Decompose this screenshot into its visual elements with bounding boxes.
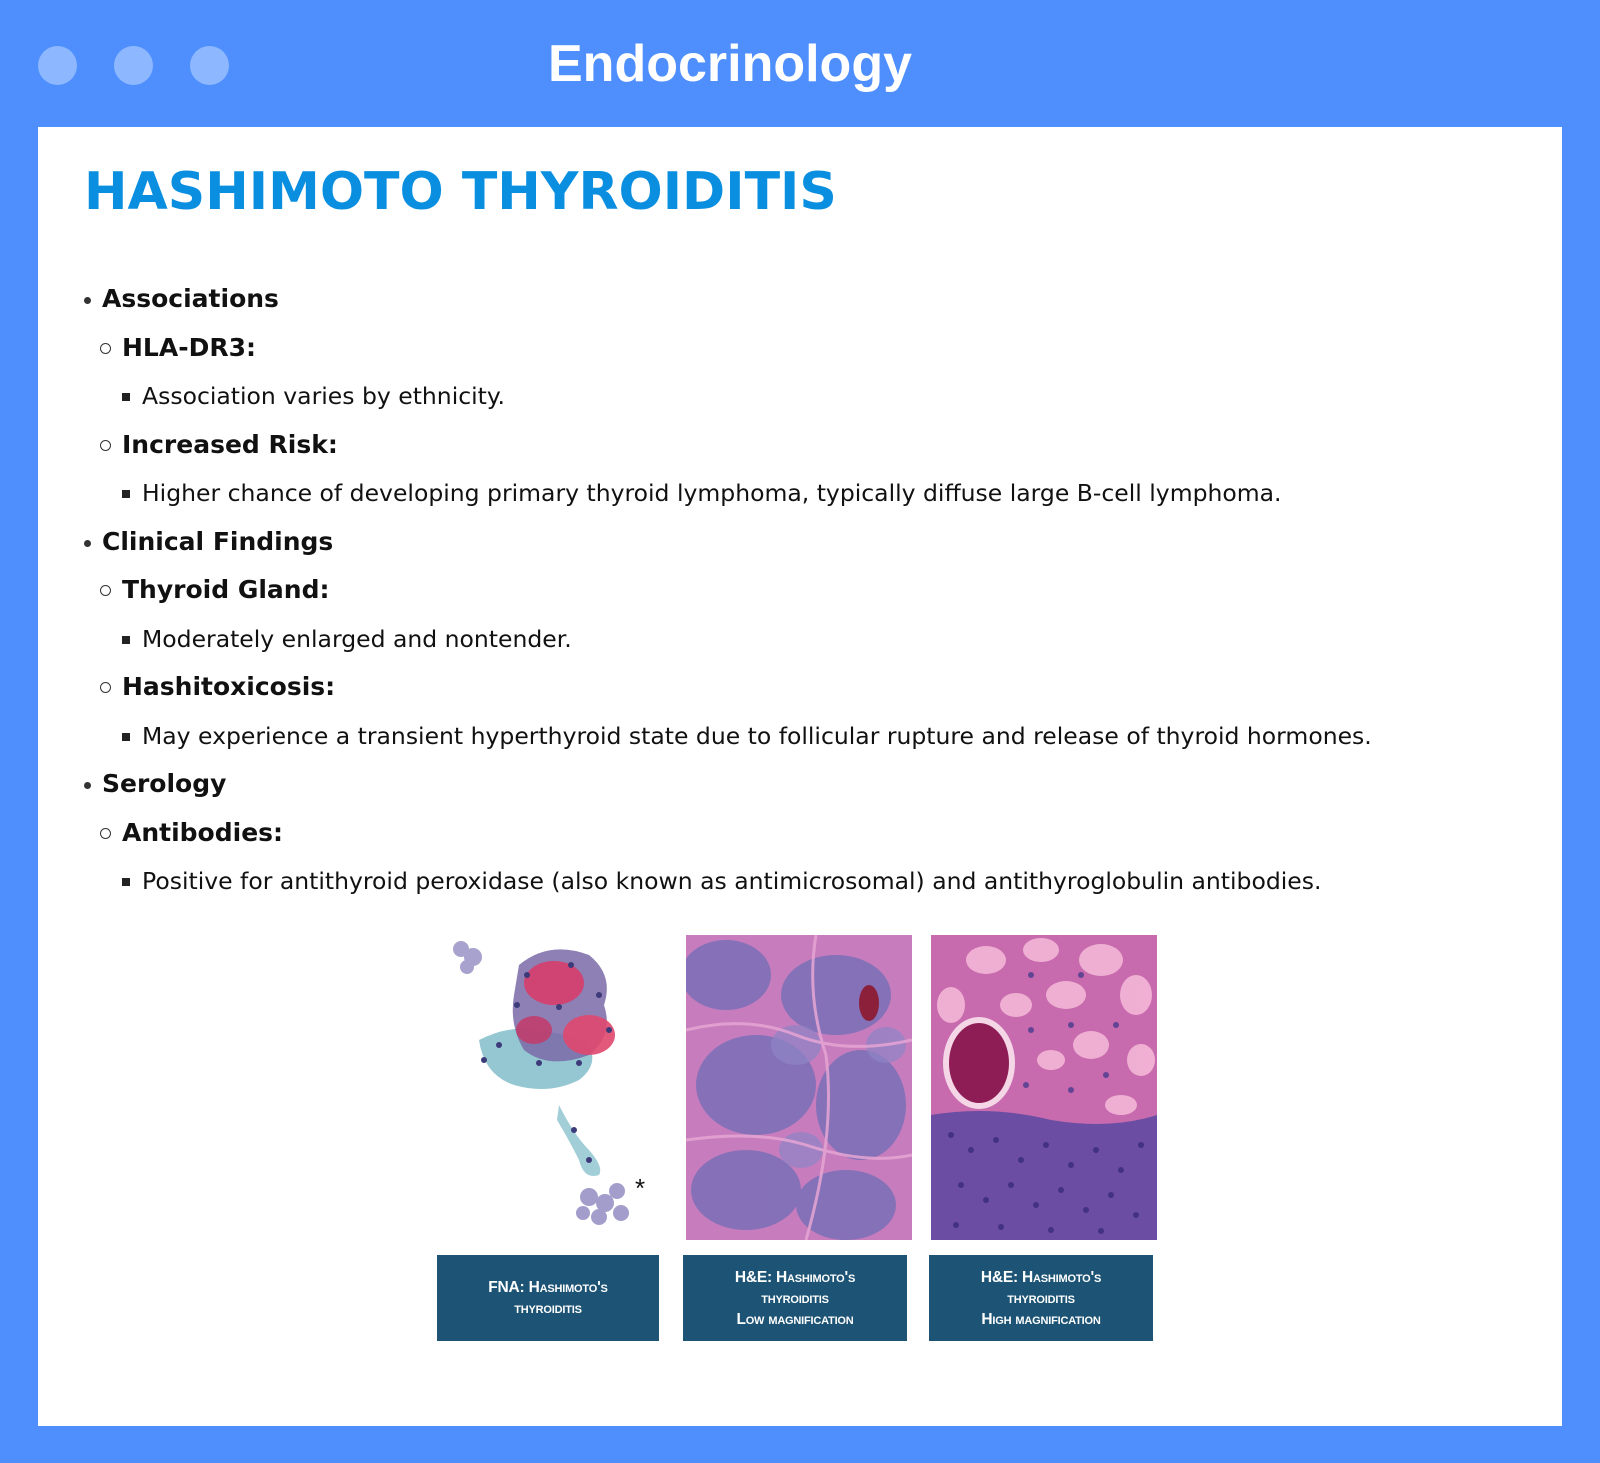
bullet-icon [100, 828, 111, 839]
outline-text: May experience a transient hyperthyroid state due to follicular rupture and release of thyroid hormones. [142, 721, 1372, 750]
caption-fna [437, 1255, 659, 1341]
caption-line: Low magnification [736, 1310, 854, 1328]
subsection-heading [84, 663, 1524, 712]
fna-image [439, 935, 665, 1240]
section-heading [84, 518, 1524, 567]
bullet-icon [100, 682, 111, 693]
subsection-heading [84, 809, 1524, 858]
window-titlebar [0, 0, 1600, 127]
outline-list [84, 275, 1524, 1040]
caption-line: thyroiditis [514, 1300, 582, 1317]
caption-line: H&E: Hashimoto's [734, 1268, 856, 1286]
outline-text: HLA-DR3: [122, 332, 256, 362]
he-high-magnification-image [931, 935, 1157, 1240]
bullet-icon [84, 782, 91, 789]
caption-he-high [929, 1255, 1153, 1341]
bullet-icon [122, 393, 130, 401]
section-heading [84, 760, 1524, 809]
outline-text: Association varies by ethnicity. [142, 382, 505, 410]
detail-item [84, 615, 1524, 664]
subsection-heading [84, 324, 1524, 373]
detail-item [84, 372, 1524, 421]
bullet-icon [122, 636, 130, 644]
detail-item [84, 857, 1524, 906]
subsection-heading [84, 566, 1524, 615]
outline-text: Antibodies: [122, 817, 284, 847]
bullet-icon [84, 540, 91, 547]
outline-text: Higher chance of developing primary thyroid lymphoma, typically diffuse large B-cell lymphoma. [142, 479, 1282, 507]
window-title: Endocrinology [548, 35, 912, 93]
bullet-icon [100, 343, 111, 354]
caption-line: High magnification [981, 1310, 1101, 1328]
detail-item [84, 712, 1524, 761]
outline-text: Increased Risk: [122, 429, 338, 459]
bullet-icon [100, 585, 111, 596]
subsection-heading [84, 421, 1524, 470]
outline-text: Clinical Findings [102, 526, 334, 556]
outline-text: Associations [102, 284, 279, 313]
bullet-icon [84, 297, 91, 304]
outline-text: Moderately enlarged and nontender. [142, 624, 572, 653]
fna-asterisk: * [635, 1173, 646, 1203]
outline-text: Hashitoxicosis: [122, 672, 336, 701]
figure-gallery [439, 935, 1159, 1335]
outline-text: Positive for antithyroid peroxidase (also known as antimicrosomal) and antithyroglobulin antibodies. [142, 867, 1322, 895]
page-title: HASHIMOTO THYROIDITIS [84, 162, 837, 222]
caption-line: thyroiditis [761, 1289, 829, 1307]
caption-line: thyroiditis [1007, 1289, 1075, 1307]
bullet-icon [122, 490, 130, 498]
caption-line: FNA: Hashimoto's [488, 1279, 608, 1296]
bullet-icon [100, 440, 111, 451]
caption-he-low [683, 1255, 907, 1341]
bullet-icon [122, 733, 130, 741]
outline-text: Thyroid Gland: [122, 575, 330, 604]
content-pane [38, 127, 1562, 1426]
outline-text: Serology [102, 769, 227, 798]
detail-item [84, 469, 1524, 518]
section-heading [84, 275, 1524, 324]
he-low-magnification-image [686, 935, 912, 1240]
bullet-icon [122, 878, 130, 886]
caption-line: H&E: Hashimoto's [980, 1268, 1102, 1286]
